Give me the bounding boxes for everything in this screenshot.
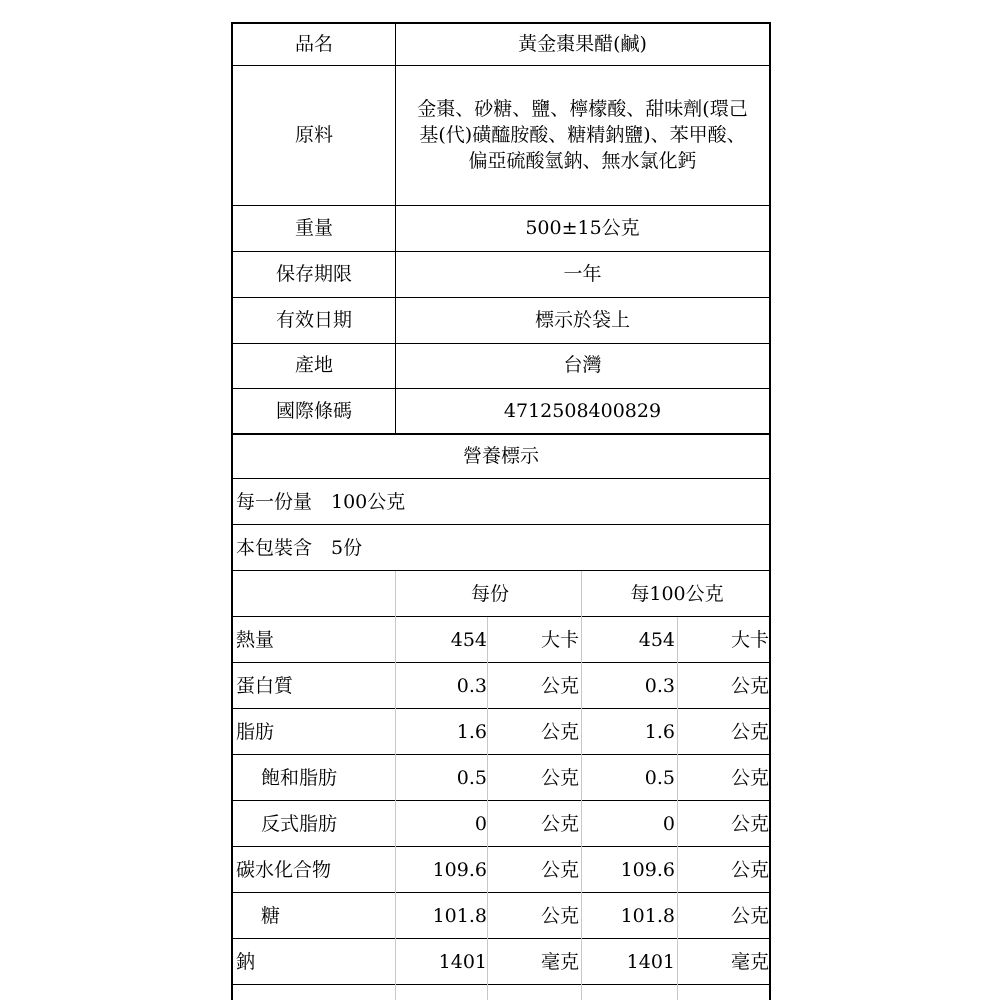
nutrient-row (233, 801, 769, 847)
per-serving-value: 0 (474, 813, 487, 835)
info-key: 品名 (232, 23, 396, 65)
per-100g-value: 0.5 (644, 767, 675, 789)
product-info-table (231, 22, 771, 435)
info-row-name (232, 23, 770, 65)
nutrient-name: 碳水化合物 (236, 859, 332, 881)
info-value (396, 65, 771, 205)
nutrient-name: 飽和脂肪 (261, 767, 338, 789)
per-serving-value: 109.6 (432, 859, 487, 881)
per-100g-unit: 公克 (730, 905, 769, 927)
nutrient-name: 蛋白質 (236, 675, 294, 697)
info-key: 重量 (232, 205, 396, 251)
per-100g-unit: 公克 (730, 721, 769, 743)
grid-line (395, 571, 396, 1000)
nutrient-row (233, 663, 769, 709)
column-header-row (233, 571, 769, 617)
nutrition-label (231, 433, 771, 1000)
per-100g-unit: 大卡 (730, 629, 769, 651)
per-100g-value: 454 (638, 629, 675, 651)
col-header-per-100g: 每100公克 (630, 583, 724, 605)
per-100g-unit: 公克 (730, 767, 769, 789)
info-value: 標示於袋上 (396, 297, 771, 343)
per-100g-value: 0 (662, 813, 675, 835)
info-value: 一年 (396, 251, 771, 297)
nutrient-name: 脂肪 (236, 721, 275, 743)
info-row-shelf-life (232, 251, 770, 297)
nutrient-row (233, 939, 769, 985)
per-100g-unit: 公克 (730, 813, 769, 835)
serving-size-row (233, 479, 769, 525)
nutrition-title: 營養標示 (462, 445, 539, 467)
ingredients-line: 偏亞硫酸氫鈉、無水氯化鈣 (468, 150, 697, 173)
per-serving-unit: 公克 (540, 905, 579, 927)
grid-line (487, 617, 488, 1000)
info-row-expiry (232, 297, 770, 343)
nutrient-row (233, 709, 769, 755)
per-serving-value: 1401 (438, 951, 487, 973)
per-serving-value: 0.5 (456, 767, 487, 789)
info-row-ingredients (232, 65, 770, 205)
per-100g-unit: 公克 (730, 675, 769, 697)
per-100g-value: 101.8 (620, 905, 675, 927)
nutrient-row (233, 617, 769, 663)
info-row-barcode (232, 388, 770, 434)
nutrient-row (233, 847, 769, 893)
per-serving-unit: 公克 (540, 675, 579, 697)
nutrient-name: 鈉 (236, 951, 256, 973)
per-serving-unit: 公克 (540, 859, 579, 881)
per-serving-value: 101.8 (432, 905, 487, 927)
per-100g-value: 109.6 (620, 859, 675, 881)
per-serving-unit: 毫克 (540, 951, 579, 973)
info-key: 產地 (232, 343, 396, 388)
info-row-weight (232, 205, 770, 251)
grid-line (581, 571, 582, 1000)
per-100g-unit: 公克 (730, 859, 769, 881)
info-value: 4712508400829 (396, 388, 771, 434)
nutrition-title-row (233, 433, 769, 479)
per-serving-value: 1.6 (456, 721, 487, 743)
nutrient-row (233, 755, 769, 801)
grid-line (677, 617, 678, 1000)
per-serving-unit: 公克 (540, 721, 579, 743)
info-key: 有效日期 (232, 297, 396, 343)
nutrient-name: 熱量 (236, 629, 275, 651)
nutrient-row (233, 893, 769, 939)
ingredients-line: 金棗、砂糖、鹽、檸檬酸、甜味劑(環己 (417, 97, 748, 120)
info-value: 台灣 (396, 343, 771, 388)
info-row-origin (232, 343, 770, 388)
nutrient-name: 反式脂肪 (261, 813, 338, 835)
per-serving-unit: 公克 (540, 767, 579, 789)
per-100g-value: 0.3 (644, 675, 675, 697)
info-key: 原料 (232, 65, 396, 205)
per-100g-value: 1.6 (644, 721, 675, 743)
nutrient-name: 糖 (261, 905, 281, 927)
per-100g-value: 1401 (626, 951, 675, 973)
info-key: 保存期限 (232, 251, 396, 297)
info-key: 國際條碼 (232, 388, 396, 434)
info-value: 黃金棗果醋(鹹) (396, 23, 771, 65)
servings-per-pack-row (233, 525, 769, 571)
per-serving-unit: 大卡 (540, 629, 579, 651)
per-serving-unit: 公克 (540, 813, 579, 835)
per-serving-value: 454 (450, 629, 487, 651)
ingredients-line: 基(代)磺醯胺酸、糖精鈉鹽)、苯甲酸、 (419, 123, 746, 146)
serving-size: 每一份量 100公克 (236, 491, 406, 513)
info-value: 500±15公克 (396, 205, 771, 251)
per-serving-value: 0.3 (456, 675, 487, 697)
servings-per-pack: 本包裝含 5份 (236, 537, 363, 559)
per-100g-unit: 毫克 (730, 951, 769, 973)
col-header-per-serving: 每份 (470, 583, 509, 605)
